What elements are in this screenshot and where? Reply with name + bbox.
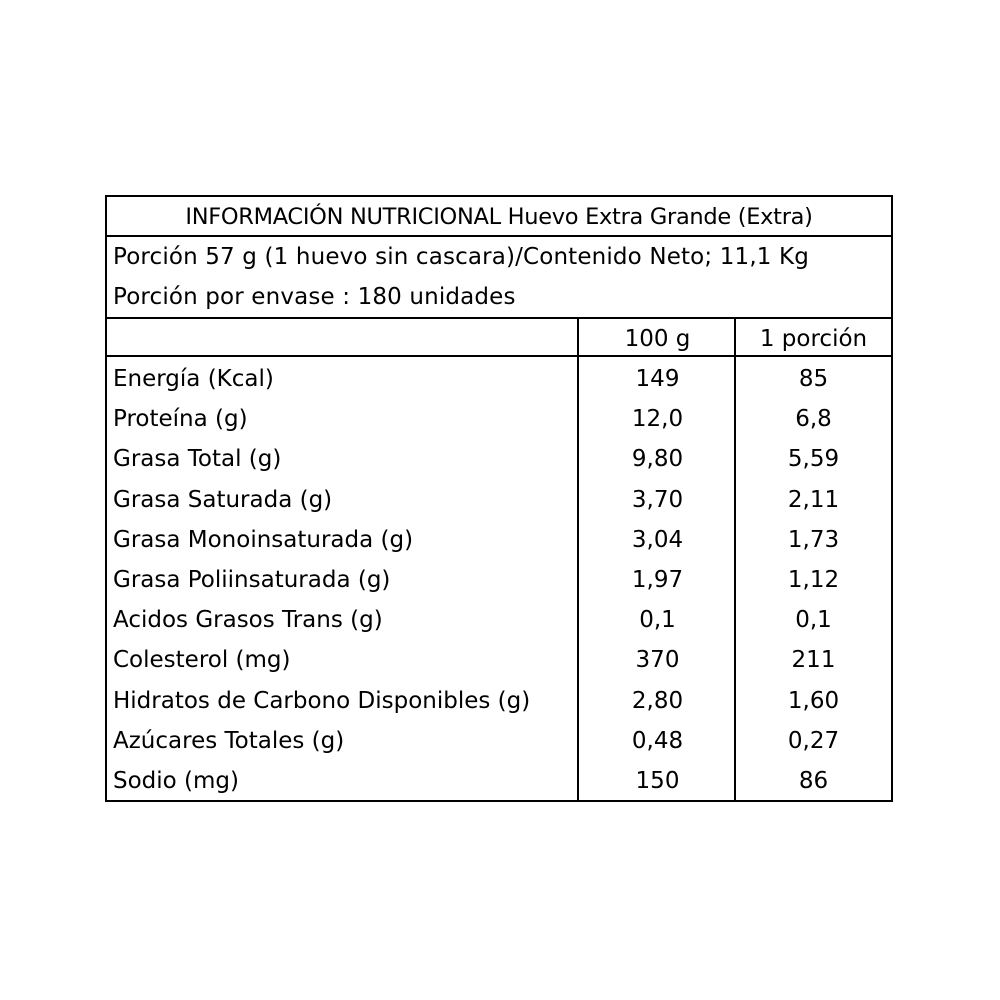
table-row (107, 721, 891, 761)
value-per-100g: 150 (635, 768, 680, 794)
value-per-100g: 9,80 (631, 446, 684, 473)
servings-per-container-text: Porción por envase : 180 unidades (113, 284, 516, 310)
value-per-portion: 1,73 (787, 526, 840, 553)
nutrient-name: Sodio (mg) (113, 768, 239, 794)
value-per-portion: 1,60 (787, 687, 840, 714)
value-per-100g: 12,0 (631, 406, 684, 433)
table-row (107, 520, 891, 560)
nutrient-name: Grasa Poliinsaturada (g) (113, 567, 391, 593)
value-per-100g: 1,97 (631, 567, 684, 593)
serving-size-row (107, 237, 891, 277)
value-per-100g: 370 (635, 647, 680, 674)
table-row (107, 761, 891, 801)
value-per-portion: 5,59 (787, 446, 840, 473)
value-per-portion: 85 (798, 366, 829, 392)
value-per-portion: 1,12 (787, 567, 840, 593)
table-title: INFORMACIÓN NUTRICIONAL Huevo Extra Grande (Extra) (185, 204, 813, 230)
column-divider (577, 317, 579, 800)
nutrient-name: Colesterol (mg) (113, 647, 291, 674)
column-divider (734, 317, 736, 800)
value-per-100g: 149 (635, 366, 680, 392)
table-row (107, 681, 891, 721)
servings-per-container-row (107, 277, 891, 317)
value-per-100g: 2,80 (631, 687, 684, 714)
nutrient-name: Grasa Total (g) (113, 446, 282, 473)
table-row (107, 560, 891, 600)
table-row (107, 359, 891, 399)
header-per-100g: 100 g (624, 326, 691, 352)
table-row (107, 480, 891, 520)
nutrient-name: Energía (Kcal) (113, 366, 274, 392)
nutrient-name: Azúcares Totales (g) (113, 727, 345, 754)
value-per-portion: 86 (798, 768, 829, 794)
header-nutrient (107, 319, 579, 355)
value-per-100g: 3,04 (631, 526, 684, 553)
nutrient-name: Hidratos de Carbono Disponibles (g) (113, 687, 531, 714)
nutrient-name: Proteína (g) (113, 406, 248, 433)
table-row (107, 399, 891, 439)
value-per-portion: 211 (791, 647, 836, 674)
value-per-100g: 0,1 (639, 607, 676, 634)
value-per-100g: 0,48 (631, 727, 684, 754)
table-row (107, 439, 891, 479)
serving-size-text: Porción 57 g (1 huevo sin cascara)/Contenido Neto; 11,1 Kg (113, 244, 810, 270)
value-per-100g: 3,70 (631, 486, 684, 513)
nutrient-name: Grasa Saturada (g) (113, 486, 333, 513)
header-per-portion: 1 porción (759, 326, 868, 352)
table-title-row (107, 197, 891, 237)
nutrient-name: Grasa Monoinsaturada (g) (113, 526, 414, 553)
value-per-portion: 0,1 (795, 607, 832, 634)
value-per-portion: 0,27 (787, 727, 840, 754)
value-per-portion: 2,11 (787, 486, 840, 513)
table-row (107, 600, 891, 640)
nutrition-facts-table (105, 195, 893, 802)
table-row (107, 640, 891, 680)
value-per-portion: 6,8 (795, 406, 832, 433)
nutrient-name: Acidos Grasos Trans (g) (113, 607, 383, 634)
column-header-row (107, 317, 891, 357)
